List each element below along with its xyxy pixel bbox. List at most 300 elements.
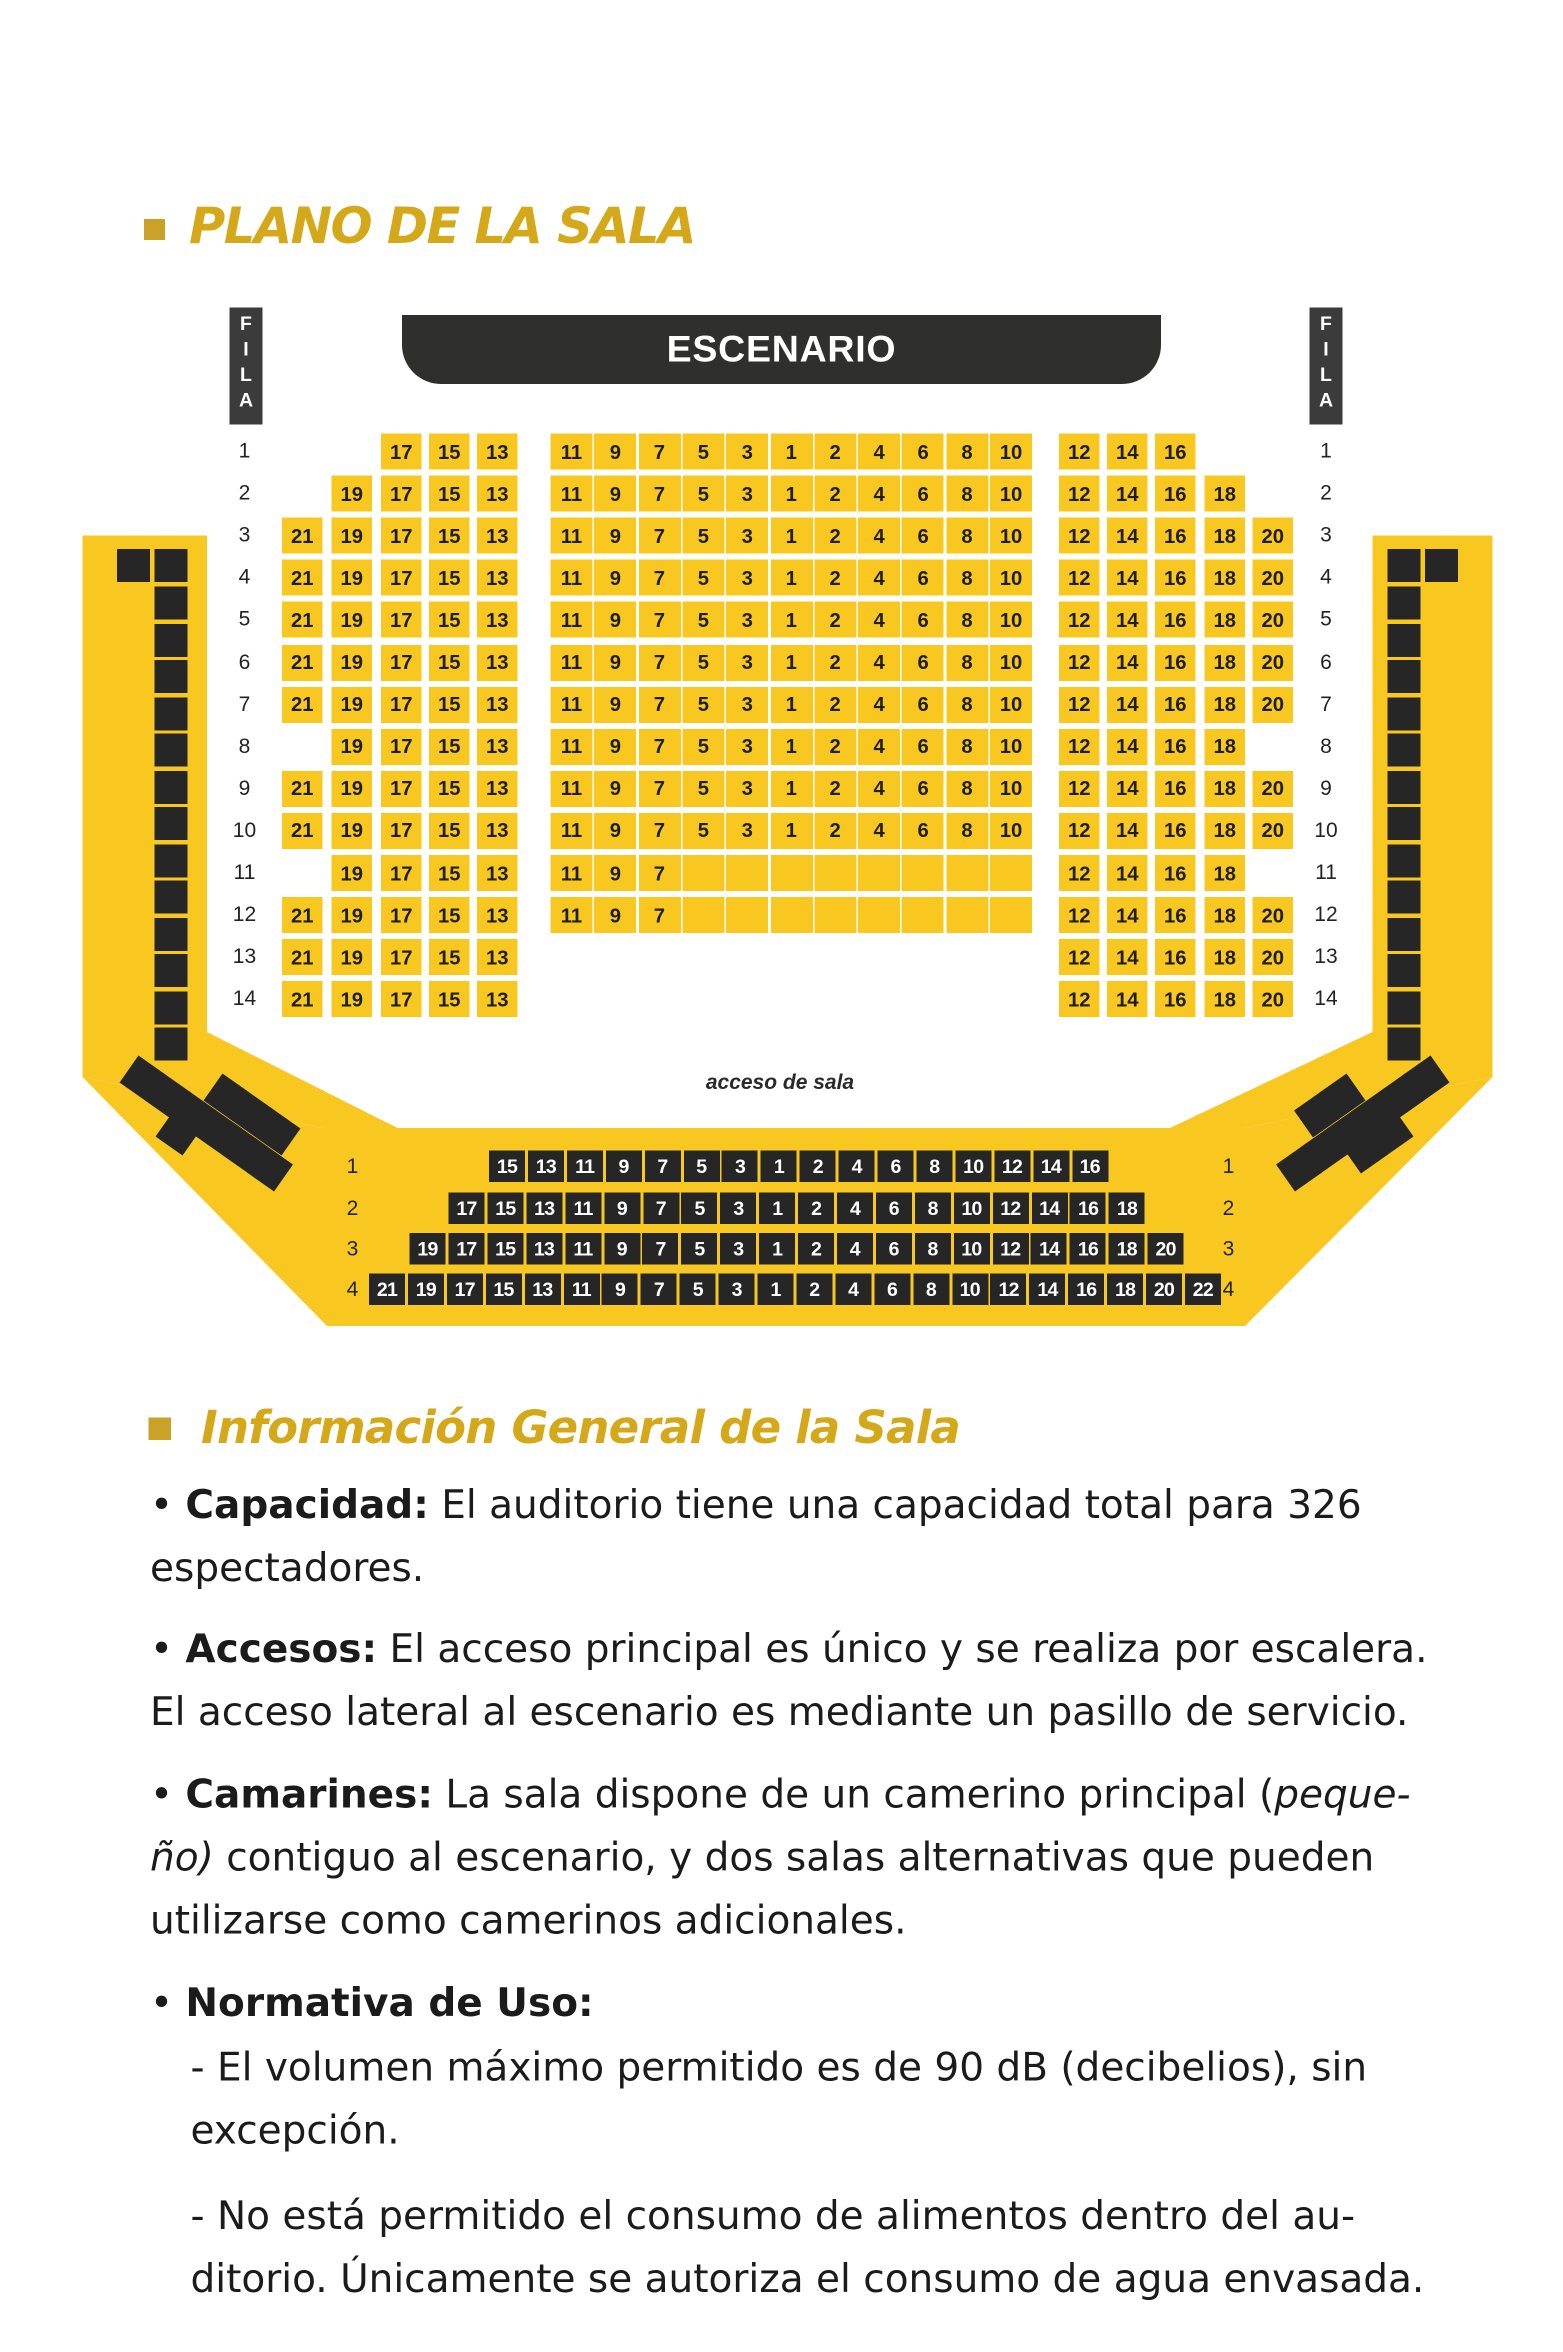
- seat[interactable]: 18: [1205, 686, 1246, 722]
- balcony-seat[interactable]: 5: [683, 1151, 719, 1183]
- seat[interactable]: 19: [332, 897, 373, 933]
- balcony-seat[interactable]: 9: [606, 1151, 642, 1183]
- seat[interactable]: 5: [682, 518, 724, 554]
- balcony-seat[interactable]: 9: [604, 1193, 640, 1225]
- seat[interactable]: 11: [551, 644, 593, 680]
- balcony-seat[interactable]: 1: [759, 1233, 795, 1265]
- seat[interactable]: 19: [332, 771, 373, 807]
- seat[interactable]: 13: [477, 602, 518, 638]
- seat[interactable]: 6: [902, 476, 944, 512]
- seat[interactable]: 7: [638, 686, 680, 722]
- seat[interactable]: 16: [1155, 476, 1196, 512]
- seat[interactable]: 3: [726, 686, 768, 722]
- seat[interactable]: 16: [1155, 602, 1196, 638]
- seat[interactable]: 7: [638, 434, 680, 470]
- seat[interactable]: 19: [332, 939, 373, 975]
- seat[interactable]: 20: [1253, 602, 1294, 638]
- seat[interactable]: 18: [1205, 560, 1246, 596]
- seat[interactable]: 13: [477, 771, 518, 807]
- seat[interactable]: 13: [477, 686, 518, 722]
- seat[interactable]: 17: [381, 897, 422, 933]
- balcony-seat[interactable]: 7: [644, 1151, 680, 1183]
- seat[interactable]: 21: [282, 771, 323, 807]
- balcony-seat[interactable]: 2: [800, 1151, 836, 1183]
- seat[interactable]: 5: [682, 686, 724, 722]
- seat[interactable]: 17: [381, 729, 422, 765]
- seat[interactable]: 6: [902, 602, 944, 638]
- seat[interactable]: 11: [551, 813, 593, 849]
- seat[interactable]: 1: [770, 729, 812, 765]
- seat[interactable]: 15: [429, 560, 470, 596]
- seat[interactable]: 6: [902, 686, 944, 722]
- seat[interactable]: 10: [990, 644, 1032, 680]
- balcony-seat[interactable]: 4: [837, 1193, 873, 1225]
- seat[interactable]: 3: [726, 434, 768, 470]
- seat[interactable]: 7: [638, 813, 680, 849]
- seat[interactable]: 5: [682, 644, 724, 680]
- seat[interactable]: 4: [858, 771, 900, 807]
- seat[interactable]: 9: [594, 434, 636, 470]
- seat[interactable]: 9: [594, 476, 636, 512]
- seat[interactable]: 11: [551, 771, 593, 807]
- seat[interactable]: 12: [1059, 981, 1100, 1017]
- seat[interactable]: 14: [1107, 476, 1148, 512]
- seat[interactable]: 15: [429, 855, 470, 891]
- seat[interactable]: 9: [594, 644, 636, 680]
- balcony-seat[interactable]: 21: [369, 1274, 405, 1306]
- balcony-seat[interactable]: 4: [837, 1233, 873, 1265]
- balcony-seat[interactable]: 16: [1070, 1193, 1106, 1225]
- balcony-seat[interactable]: 12: [994, 1151, 1030, 1183]
- seat[interactable]: 19: [332, 729, 373, 765]
- seat[interactable]: 14: [1107, 855, 1148, 891]
- seat[interactable]: 21: [282, 981, 323, 1017]
- balcony-seat[interactable]: 16: [1070, 1233, 1106, 1265]
- seat[interactable]: 15: [429, 981, 470, 1017]
- seat[interactable]: 13: [477, 897, 518, 933]
- balcony-seat[interactable]: 8: [915, 1193, 951, 1225]
- seat[interactable]: 16: [1155, 981, 1196, 1017]
- seat[interactable]: 7: [638, 518, 680, 554]
- seat[interactable]: 21: [282, 939, 323, 975]
- balcony-seat[interactable]: 5: [682, 1193, 718, 1225]
- seat[interactable]: 2: [814, 434, 856, 470]
- seat[interactable]: 13: [477, 644, 518, 680]
- seat[interactable]: 9: [594, 729, 636, 765]
- seat[interactable]: 17: [381, 602, 422, 638]
- seat[interactable]: 11: [551, 729, 593, 765]
- seat[interactable]: 8: [946, 729, 988, 765]
- balcony-seat[interactable]: 14: [1031, 1193, 1067, 1225]
- balcony-seat[interactable]: 12: [991, 1274, 1027, 1306]
- seat[interactable]: 15: [429, 729, 470, 765]
- seat[interactable]: 7: [638, 476, 680, 512]
- seat[interactable]: 12: [1059, 518, 1100, 554]
- seat[interactable]: 16: [1155, 518, 1196, 554]
- balcony-seat[interactable]: 7: [641, 1274, 677, 1306]
- seat[interactable]: 2: [814, 686, 856, 722]
- seat[interactable]: 14: [1107, 434, 1148, 470]
- seat[interactable]: 5: [682, 729, 724, 765]
- seat[interactable]: 17: [381, 939, 422, 975]
- seat[interactable]: 11: [551, 897, 593, 933]
- seat[interactable]: 4: [858, 813, 900, 849]
- seat[interactable]: 4: [858, 644, 900, 680]
- balcony-seat[interactable]: 17: [449, 1193, 485, 1225]
- seat[interactable]: 1: [770, 518, 812, 554]
- seat[interactable]: 3: [726, 729, 768, 765]
- seat[interactable]: 2: [814, 602, 856, 638]
- balcony-seat[interactable]: 11: [565, 1233, 601, 1265]
- seat[interactable]: 20: [1253, 771, 1294, 807]
- balcony-seat[interactable]: 8: [913, 1274, 949, 1306]
- seat[interactable]: 18: [1205, 771, 1246, 807]
- seat[interactable]: 12: [1059, 686, 1100, 722]
- seat[interactable]: 7: [638, 897, 680, 933]
- seat[interactable]: 20: [1253, 813, 1294, 849]
- seat[interactable]: 1: [770, 813, 812, 849]
- balcony-seat[interactable]: 16: [1072, 1151, 1108, 1183]
- seat[interactable]: 15: [429, 602, 470, 638]
- seat[interactable]: 10: [990, 686, 1032, 722]
- seat[interactable]: 1: [770, 476, 812, 512]
- seat[interactable]: 14: [1107, 729, 1148, 765]
- seat[interactable]: 17: [381, 981, 422, 1017]
- seat[interactable]: 20: [1253, 981, 1294, 1017]
- seat[interactable]: 18: [1205, 602, 1246, 638]
- seat[interactable]: 10: [990, 434, 1032, 470]
- balcony-seat[interactable]: 7: [643, 1193, 679, 1225]
- seat[interactable]: 12: [1059, 560, 1100, 596]
- balcony-seat[interactable]: 10: [954, 1193, 990, 1225]
- seat[interactable]: 12: [1059, 897, 1100, 933]
- balcony-seat[interactable]: 14: [1029, 1274, 1065, 1306]
- seat[interactable]: 16: [1155, 686, 1196, 722]
- balcony-seat[interactable]: 13: [526, 1193, 562, 1225]
- balcony-seat[interactable]: 19: [410, 1233, 446, 1265]
- seat[interactable]: 14: [1107, 644, 1148, 680]
- seat[interactable]: 19: [332, 686, 373, 722]
- seat[interactable]: 7: [638, 855, 680, 891]
- seat[interactable]: 21: [282, 560, 323, 596]
- seat[interactable]: 16: [1155, 855, 1196, 891]
- seat[interactable]: 3: [726, 518, 768, 554]
- seat[interactable]: 16: [1155, 644, 1196, 680]
- seat[interactable]: 13: [477, 560, 518, 596]
- seat[interactable]: 5: [682, 771, 724, 807]
- balcony-seat[interactable]: 14: [1031, 1233, 1067, 1265]
- seat[interactable]: 4: [858, 729, 900, 765]
- seat[interactable]: 2: [814, 518, 856, 554]
- seat[interactable]: 10: [990, 729, 1032, 765]
- seat[interactable]: 9: [594, 771, 636, 807]
- seat[interactable]: 3: [726, 813, 768, 849]
- balcony-seat[interactable]: 14: [1033, 1151, 1069, 1183]
- seat[interactable]: 1: [770, 434, 812, 470]
- balcony-seat[interactable]: 16: [1068, 1274, 1104, 1306]
- balcony-seat[interactable]: 19: [408, 1274, 444, 1306]
- seat[interactable]: 9: [594, 560, 636, 596]
- seat[interactable]: 13: [477, 729, 518, 765]
- seat[interactable]: 16: [1155, 771, 1196, 807]
- seat[interactable]: 4: [858, 602, 900, 638]
- seat[interactable]: 19: [332, 560, 373, 596]
- seat[interactable]: 14: [1107, 897, 1148, 933]
- seat[interactable]: 9: [594, 813, 636, 849]
- seat[interactable]: 17: [381, 434, 422, 470]
- seat[interactable]: 17: [381, 518, 422, 554]
- balcony-seat[interactable]: 5: [680, 1274, 716, 1306]
- seat[interactable]: 6: [902, 434, 944, 470]
- balcony-seat[interactable]: 7: [643, 1233, 679, 1265]
- seat[interactable]: 18: [1205, 939, 1246, 975]
- seat[interactable]: 18: [1205, 644, 1246, 680]
- seat[interactable]: 1: [770, 602, 812, 638]
- seat[interactable]: 9: [594, 897, 636, 933]
- seat[interactable]: 2: [814, 476, 856, 512]
- seat[interactable]: 16: [1155, 939, 1196, 975]
- seat[interactable]: 7: [638, 560, 680, 596]
- seat[interactable]: 14: [1107, 686, 1148, 722]
- seat[interactable]: 13: [477, 981, 518, 1017]
- seat[interactable]: 8: [946, 434, 988, 470]
- balcony-seat[interactable]: 3: [719, 1274, 755, 1306]
- balcony-seat[interactable]: 15: [487, 1193, 523, 1225]
- seat[interactable]: 14: [1107, 602, 1148, 638]
- balcony-seat[interactable]: 22: [1185, 1274, 1221, 1306]
- seat[interactable]: 12: [1059, 813, 1100, 849]
- seat[interactable]: 14: [1107, 771, 1148, 807]
- seat[interactable]: 6: [902, 560, 944, 596]
- balcony-seat[interactable]: 18: [1109, 1233, 1145, 1265]
- seat[interactable]: 11: [551, 602, 593, 638]
- seat[interactable]: 12: [1059, 644, 1100, 680]
- seat[interactable]: 4: [858, 476, 900, 512]
- seat[interactable]: 15: [429, 518, 470, 554]
- seat[interactable]: 6: [902, 771, 944, 807]
- seat[interactable]: 17: [381, 686, 422, 722]
- balcony-seat[interactable]: 15: [489, 1151, 525, 1183]
- balcony-seat[interactable]: 10: [953, 1233, 989, 1265]
- balcony-seat[interactable]: 2: [798, 1233, 834, 1265]
- seat[interactable]: 8: [946, 686, 988, 722]
- balcony-seat[interactable]: 8: [916, 1151, 952, 1183]
- balcony-seat[interactable]: 2: [796, 1274, 832, 1306]
- seat[interactable]: 21: [282, 686, 323, 722]
- seat[interactable]: 15: [429, 897, 470, 933]
- seat[interactable]: 15: [429, 813, 470, 849]
- seat[interactable]: 9: [594, 686, 636, 722]
- seat[interactable]: 11: [551, 686, 593, 722]
- seat[interactable]: 6: [902, 644, 944, 680]
- seat[interactable]: 6: [902, 518, 944, 554]
- balcony-seat[interactable]: 12: [992, 1233, 1028, 1265]
- seat[interactable]: 13: [477, 813, 518, 849]
- seat[interactable]: 12: [1059, 602, 1100, 638]
- balcony-seat[interactable]: 15: [487, 1233, 523, 1265]
- seat[interactable]: 11: [551, 560, 593, 596]
- seat[interactable]: 20: [1253, 644, 1294, 680]
- seat[interactable]: 13: [477, 518, 518, 554]
- seat[interactable]: 19: [332, 518, 373, 554]
- seat[interactable]: 11: [551, 476, 593, 512]
- seat[interactable]: 9: [594, 602, 636, 638]
- seat[interactable]: 19: [332, 855, 373, 891]
- seat[interactable]: 7: [638, 771, 680, 807]
- seat[interactable]: 19: [332, 813, 373, 849]
- seat[interactable]: 20: [1253, 897, 1294, 933]
- seat[interactable]: 4: [858, 434, 900, 470]
- seat[interactable]: 7: [638, 729, 680, 765]
- balcony-seat[interactable]: 8: [915, 1233, 951, 1265]
- seat[interactable]: 5: [682, 813, 724, 849]
- seat[interactable]: 14: [1107, 981, 1148, 1017]
- balcony-seat[interactable]: 13: [526, 1233, 562, 1265]
- seat[interactable]: 4: [858, 518, 900, 554]
- seat[interactable]: 13: [477, 434, 518, 470]
- seat[interactable]: 12: [1059, 434, 1100, 470]
- seat[interactable]: 8: [946, 602, 988, 638]
- balcony-seat[interactable]: 4: [835, 1274, 871, 1306]
- seat[interactable]: 17: [381, 644, 422, 680]
- seat[interactable]: 7: [638, 602, 680, 638]
- seat[interactable]: 16: [1155, 434, 1196, 470]
- seat[interactable]: 10: [990, 813, 1032, 849]
- seat[interactable]: 1: [770, 644, 812, 680]
- seat[interactable]: 18: [1205, 813, 1246, 849]
- balcony-seat[interactable]: 11: [567, 1151, 603, 1183]
- balcony-seat[interactable]: 1: [759, 1193, 795, 1225]
- seat[interactable]: 21: [282, 897, 323, 933]
- seat[interactable]: 21: [282, 602, 323, 638]
- balcony-seat[interactable]: 13: [528, 1151, 564, 1183]
- seat[interactable]: 1: [770, 686, 812, 722]
- seat[interactable]: 13: [477, 939, 518, 975]
- seat[interactable]: 19: [332, 476, 373, 512]
- seat[interactable]: 2: [814, 644, 856, 680]
- seat[interactable]: 16: [1155, 560, 1196, 596]
- seat[interactable]: 15: [429, 476, 470, 512]
- seat[interactable]: 8: [946, 771, 988, 807]
- seat[interactable]: 12: [1059, 939, 1100, 975]
- seat[interactable]: 11: [551, 434, 593, 470]
- seat[interactable]: 19: [332, 981, 373, 1017]
- seat[interactable]: 20: [1253, 939, 1294, 975]
- seat[interactable]: 18: [1205, 855, 1246, 891]
- seat[interactable]: 6: [902, 729, 944, 765]
- balcony-seat[interactable]: 9: [602, 1274, 638, 1306]
- seat[interactable]: 12: [1059, 855, 1100, 891]
- seat[interactable]: 18: [1205, 897, 1246, 933]
- seat[interactable]: 20: [1253, 518, 1294, 554]
- seat[interactable]: 15: [429, 434, 470, 470]
- seat[interactable]: 15: [429, 686, 470, 722]
- seat[interactable]: 4: [858, 560, 900, 596]
- seat[interactable]: 21: [282, 518, 323, 554]
- seat[interactable]: 19: [332, 602, 373, 638]
- balcony-seat[interactable]: 17: [447, 1274, 483, 1306]
- balcony-seat[interactable]: 12: [992, 1193, 1028, 1225]
- seat[interactable]: 17: [381, 813, 422, 849]
- balcony-seat[interactable]: 11: [563, 1274, 599, 1306]
- balcony-seat[interactable]: 6: [876, 1233, 912, 1265]
- balcony-seat[interactable]: 9: [604, 1233, 640, 1265]
- seat[interactable]: 5: [682, 476, 724, 512]
- seat[interactable]: 8: [946, 813, 988, 849]
- seat[interactable]: 9: [594, 855, 636, 891]
- seat[interactable]: 2: [814, 771, 856, 807]
- balcony-seat[interactable]: 20: [1148, 1233, 1184, 1265]
- seat[interactable]: 18: [1205, 981, 1246, 1017]
- seat[interactable]: 16: [1155, 729, 1196, 765]
- seat[interactable]: 3: [726, 771, 768, 807]
- seat[interactable]: 11: [551, 855, 593, 891]
- seat[interactable]: 5: [682, 560, 724, 596]
- seat[interactable]: 5: [682, 434, 724, 470]
- seat[interactable]: 12: [1059, 771, 1100, 807]
- balcony-seat[interactable]: 6: [876, 1193, 912, 1225]
- seat[interactable]: 14: [1107, 518, 1148, 554]
- seat[interactable]: 10: [990, 771, 1032, 807]
- seat[interactable]: 13: [477, 476, 518, 512]
- seat[interactable]: 3: [726, 476, 768, 512]
- seat[interactable]: 2: [814, 813, 856, 849]
- balcony-seat[interactable]: 4: [839, 1151, 875, 1183]
- seat[interactable]: 5: [682, 602, 724, 638]
- seat[interactable]: 19: [332, 644, 373, 680]
- seat[interactable]: 1: [770, 560, 812, 596]
- seat[interactable]: 14: [1107, 560, 1148, 596]
- balcony-seat[interactable]: 1: [761, 1151, 797, 1183]
- seat[interactable]: 10: [990, 560, 1032, 596]
- seat[interactable]: 15: [429, 771, 470, 807]
- seat[interactable]: 4: [858, 686, 900, 722]
- seat[interactable]: 3: [726, 560, 768, 596]
- balcony-seat[interactable]: 18: [1109, 1193, 1145, 1225]
- seat[interactable]: 21: [282, 644, 323, 680]
- seat[interactable]: 1: [770, 771, 812, 807]
- seat[interactable]: 7: [638, 644, 680, 680]
- balcony-seat[interactable]: 6: [878, 1151, 914, 1183]
- seat[interactable]: 12: [1059, 729, 1100, 765]
- seat[interactable]: 13: [477, 855, 518, 891]
- balcony-seat[interactable]: 1: [758, 1274, 794, 1306]
- seat[interactable]: 8: [946, 644, 988, 680]
- seat[interactable]: 11: [551, 518, 593, 554]
- balcony-seat[interactable]: 10: [955, 1151, 991, 1183]
- seat[interactable]: 20: [1253, 686, 1294, 722]
- seat[interactable]: 10: [990, 602, 1032, 638]
- balcony-seat[interactable]: 3: [720, 1193, 756, 1225]
- balcony-seat[interactable]: 18: [1107, 1274, 1143, 1306]
- balcony-seat[interactable]: 6: [874, 1274, 910, 1306]
- balcony-seat[interactable]: 10: [952, 1274, 988, 1306]
- seat[interactable]: 10: [990, 476, 1032, 512]
- balcony-seat[interactable]: 13: [524, 1274, 560, 1306]
- seat[interactable]: 14: [1107, 939, 1148, 975]
- seat[interactable]: 16: [1155, 813, 1196, 849]
- seat[interactable]: 3: [726, 602, 768, 638]
- seat[interactable]: 8: [946, 476, 988, 512]
- seat[interactable]: 8: [946, 518, 988, 554]
- seat[interactable]: 9: [594, 518, 636, 554]
- balcony-seat[interactable]: 15: [486, 1274, 522, 1306]
- seat[interactable]: 21: [282, 813, 323, 849]
- seat[interactable]: 20: [1253, 560, 1294, 596]
- seat[interactable]: 12: [1059, 476, 1100, 512]
- seat[interactable]: 8: [946, 560, 988, 596]
- balcony-seat[interactable]: 3: [720, 1233, 756, 1265]
